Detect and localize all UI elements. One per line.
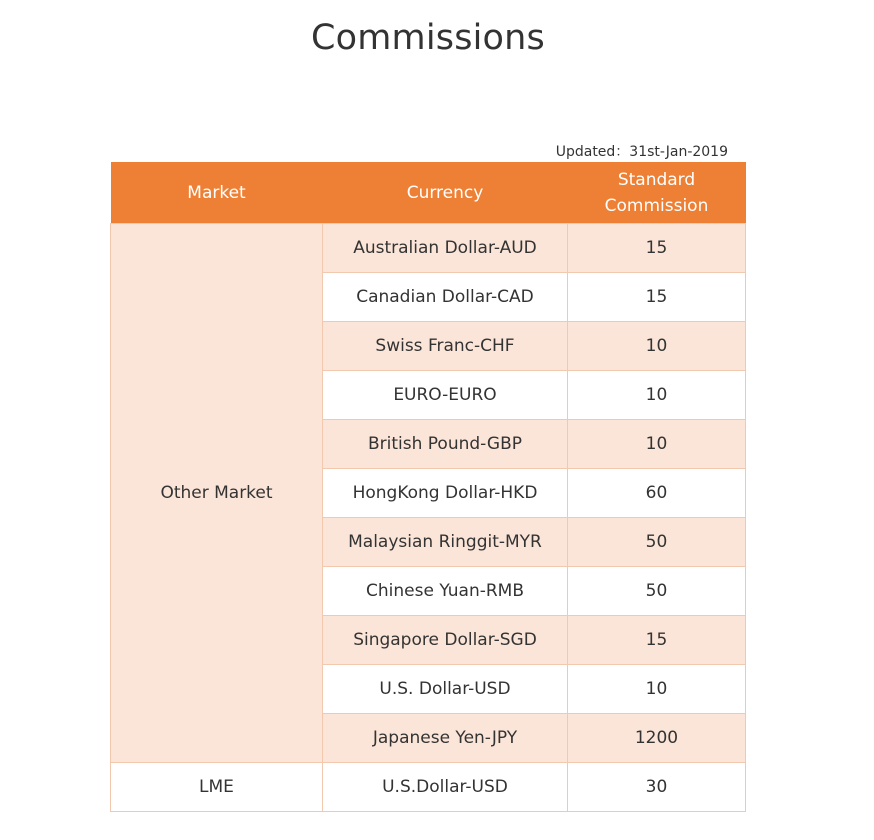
market-cell-lme: LME [111,763,323,812]
currency-cell: Singapore Dollar-SGD [323,616,568,665]
currency-cell: Chinese Yuan-RMB [323,567,568,616]
currency-cell: Australian Dollar-AUD [323,224,568,273]
table-row [111,763,746,812]
currency-cell: Malaysian Ringgit-MYR [323,518,568,567]
currency-cell: British Pound-GBP [323,420,568,469]
table-header-row [111,162,746,224]
commission-cell: 50 [568,567,746,616]
table-row [111,224,746,273]
header-currency: Currency [323,162,568,224]
commission-cell: 10 [568,322,746,371]
commissions-table [110,162,746,812]
market-cell-other: Other Market [111,224,323,763]
currency-cell: EURO-EURO [323,371,568,420]
commission-cell: 10 [568,420,746,469]
updated-date: Updated：31st-Jan-2019 [555,144,728,160]
header-standard-commission: Standard Commission [568,162,746,224]
commission-cell: 10 [568,665,746,714]
currency-cell: Swiss Franc-CHF [323,322,568,371]
header-market: Market [111,162,323,224]
currency-cell: U.S.Dollar-USD [323,763,568,812]
commission-cell: 10 [568,371,746,420]
commission-cell: 15 [568,273,746,322]
commission-cell: 15 [568,616,746,665]
currency-cell: Canadian Dollar-CAD [323,273,568,322]
currency-cell: U.S. Dollar-USD [323,665,568,714]
commission-cell: 60 [568,469,746,518]
currency-cell: HongKong Dollar-HKD [323,469,568,518]
commission-cell: 1200 [568,714,746,763]
commission-cell: 50 [568,518,746,567]
commission-cell: 15 [568,224,746,273]
page-title: Commissions [311,18,545,58]
commission-cell: 30 [568,763,746,812]
currency-cell: Japanese Yen-JPY [323,714,568,763]
